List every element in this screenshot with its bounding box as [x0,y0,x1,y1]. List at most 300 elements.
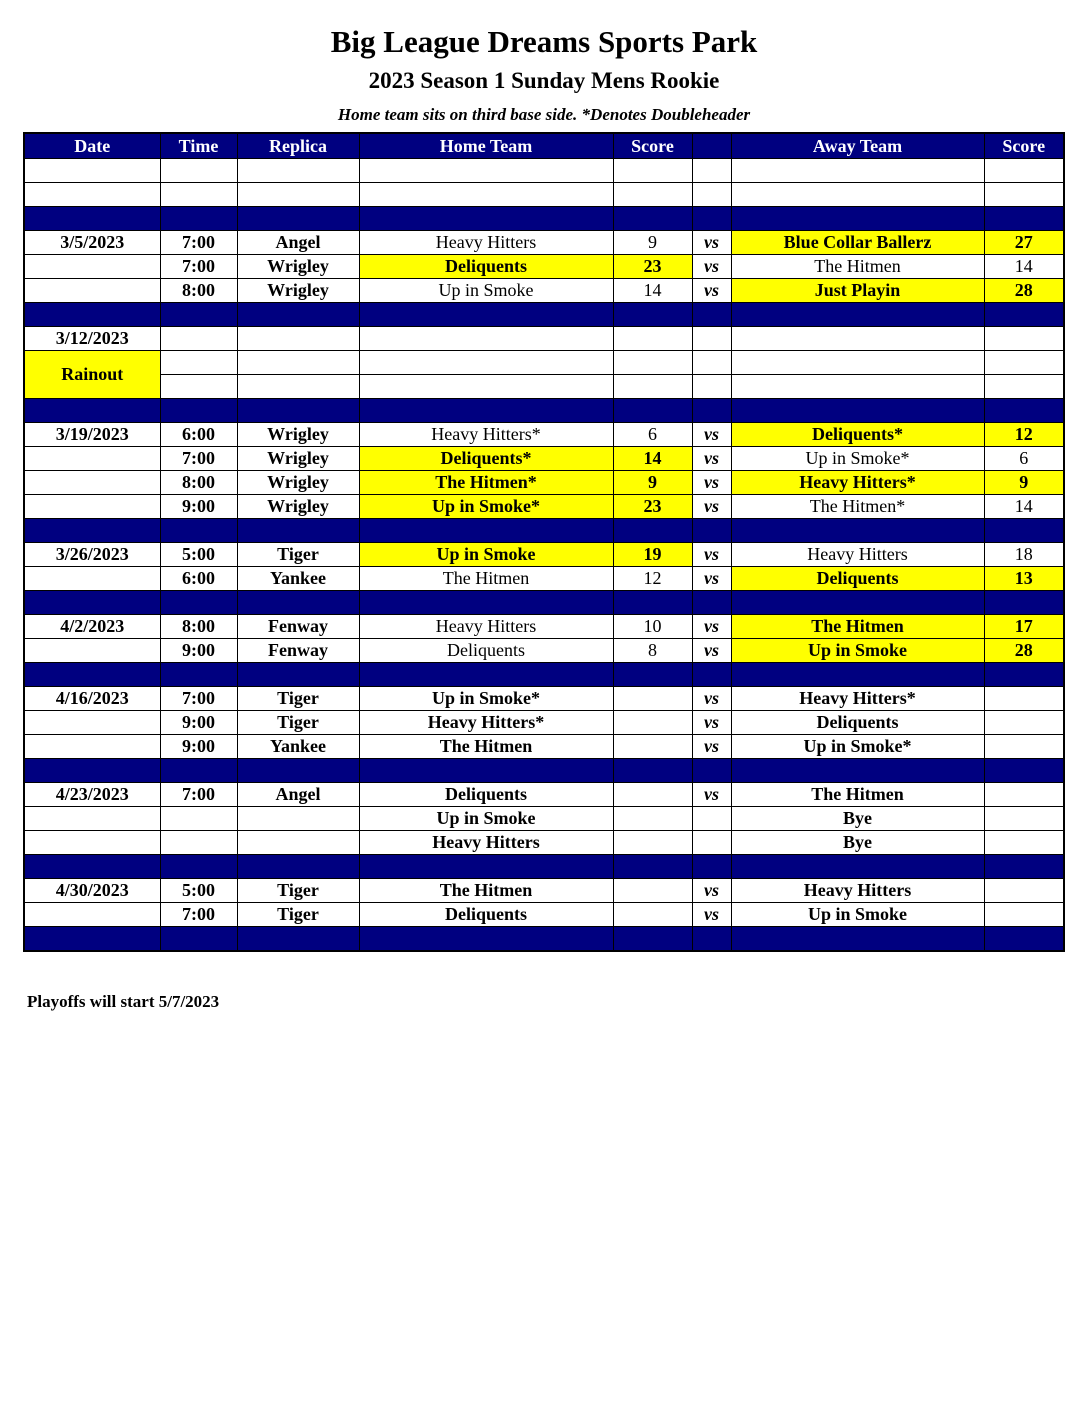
date-cell [24,735,160,759]
empty-cell [160,855,237,879]
vs-cell: vs [692,423,731,447]
date-cell [24,831,160,855]
empty-cell [359,591,613,615]
away-team-cell: Heavy Hitters* [731,687,984,711]
away-team-cell: The Hitmen* [731,495,984,519]
away-team-cell: Just Playin [731,279,984,303]
empty-cell [613,159,692,183]
away-team-cell: Up in Smoke [731,903,984,927]
home-team-cell: Heavy Hitters [359,615,613,639]
away-score-cell: 14 [984,495,1064,519]
empty-cell [24,927,160,952]
empty-cell [359,519,613,543]
playoffs-note: Playoffs will start 5/7/2023 [27,992,220,1011]
home-team-cell: Deliquents [359,255,613,279]
time-cell: 7:00 [160,231,237,255]
replica-cell: Wrigley [237,471,359,495]
empty-cell [160,399,237,423]
empty-cell [984,303,1064,327]
empty-cell [731,303,984,327]
replica-cell: Angel [237,783,359,807]
away-score-cell: 12 [984,423,1064,447]
away-team-cell: Bye [731,831,984,855]
empty-cell [984,207,1064,231]
empty-cell [24,519,160,543]
vs-cell: vs [692,471,731,495]
empty-cell [160,327,237,351]
home-score-cell: 23 [613,495,692,519]
time-cell [160,807,237,831]
col-home-team-header: Home Team [359,133,613,159]
time-cell: 7:00 [160,447,237,471]
empty-cell [692,399,731,423]
replica-cell: Wrigley [237,495,359,519]
empty-cell [24,663,160,687]
separator-row [24,519,1064,543]
schedule-note: Home team sits on third base side. *Denotes Doubleheader [337,105,751,124]
empty-cell [984,351,1064,375]
replica-cell: Yankee [237,567,359,591]
empty-cell [160,927,237,952]
empty-cell [160,759,237,783]
replica-cell: Tiger [237,543,359,567]
away-team-cell: Heavy Hitters* [731,471,984,495]
time-cell: 5:00 [160,543,237,567]
empty-cell [731,759,984,783]
rainout-label: Rainout [24,351,160,399]
empty-cell [692,591,731,615]
empty-cell [24,183,160,207]
game-row [24,471,1064,495]
empty-cell [731,207,984,231]
away-team-cell: Up in Smoke [731,639,984,663]
empty-cell [613,399,692,423]
empty-cell [984,663,1064,687]
empty-cell [24,399,160,423]
game-row [24,447,1064,471]
home-score-cell: 8 [613,639,692,663]
time-cell [160,831,237,855]
date-cell [24,567,160,591]
away-score-cell: 17 [984,615,1064,639]
empty-cell [613,759,692,783]
empty-cell [359,159,613,183]
empty-cell [24,303,160,327]
vs-cell: vs [692,735,731,759]
away-score-cell: 27 [984,231,1064,255]
empty-cell [24,855,160,879]
schedule-body [24,159,1064,952]
vs-cell: vs [692,543,731,567]
home-score-cell: 9 [613,471,692,495]
empty-cell [731,375,984,399]
replica-cell: Wrigley [237,447,359,471]
date-cell [24,255,160,279]
replica-cell: Wrigley [237,255,359,279]
game-row [24,255,1064,279]
empty-cell [731,591,984,615]
empty-cell [692,519,731,543]
away-team-cell: The Hitmen [731,783,984,807]
empty-cell [237,399,359,423]
empty-cell [984,327,1064,351]
date-cell: 4/16/2023 [24,687,160,711]
empty-cell [692,183,731,207]
separator-row [24,591,1064,615]
vs-cell [692,807,731,831]
time-cell: 6:00 [160,423,237,447]
game-row [24,711,1064,735]
empty-cell [160,207,237,231]
replica-cell: Yankee [237,735,359,759]
date-cell: 3/12/2023 [24,327,160,351]
replica-cell: Tiger [237,711,359,735]
away-score-cell [984,783,1064,807]
home-team-cell: Up in Smoke [359,279,613,303]
game-row [24,903,1064,927]
empty-cell [692,159,731,183]
empty-cell [984,159,1064,183]
game-row [24,687,1064,711]
vs-cell: vs [692,879,731,903]
home-score-cell [613,903,692,927]
empty-cell [731,519,984,543]
rainout-row [24,351,1064,375]
away-score-cell [984,807,1064,831]
vs-cell: vs [692,711,731,735]
separator-row [24,927,1064,952]
empty-cell [359,351,613,375]
col-replica-header: Replica [237,133,359,159]
empty-cell [984,375,1064,399]
empty-cell [359,855,613,879]
empty-cell [692,759,731,783]
separator-row [24,855,1064,879]
empty-cell [731,159,984,183]
date-cell: 4/30/2023 [24,879,160,903]
empty-cell [984,591,1064,615]
blank-row [24,183,1064,207]
empty-cell [160,159,237,183]
game-row [24,615,1064,639]
empty-cell [692,927,731,952]
away-score-cell: 6 [984,447,1064,471]
home-team-cell: Heavy Hitters [359,831,613,855]
date-cell [24,639,160,663]
empty-cell [613,927,692,952]
home-team-cell: Up in Smoke [359,807,613,831]
replica-cell: Fenway [237,639,359,663]
empty-cell [237,159,359,183]
time-cell: 7:00 [160,783,237,807]
home-score-cell [613,879,692,903]
away-score-cell: 18 [984,543,1064,567]
empty-cell [613,663,692,687]
home-score-cell [613,831,692,855]
away-score-cell [984,831,1064,855]
empty-cell [359,303,613,327]
empty-cell [731,663,984,687]
empty-cell [359,327,613,351]
date-cell: 4/2/2023 [24,615,160,639]
replica-cell: Tiger [237,879,359,903]
away-team-cell: The Hitmen [731,255,984,279]
home-team-cell: Heavy Hitters [359,231,613,255]
rainout-row [24,327,1064,351]
empty-cell [24,207,160,231]
empty-cell [24,591,160,615]
home-score-cell: 23 [613,255,692,279]
game-row [24,807,1064,831]
empty-cell [613,183,692,207]
page-subtitle: 2023 Season 1 Sunday Mens Rookie [368,68,720,93]
home-team-cell: Deliquents [359,783,613,807]
empty-cell [160,303,237,327]
game-row [24,783,1064,807]
header-row [24,133,1064,159]
away-team-cell: Bye [731,807,984,831]
empty-cell [160,375,237,399]
date-cell [24,807,160,831]
game-row [24,423,1064,447]
empty-cell [237,207,359,231]
separator-row [24,399,1064,423]
col-home-score-header: Score [613,133,692,159]
home-score-cell: 10 [613,615,692,639]
col-date-header: Date [24,133,160,159]
replica-cell: Fenway [237,615,359,639]
vs-cell: vs [692,255,731,279]
empty-cell [237,663,359,687]
home-score-cell: 14 [613,447,692,471]
game-row [24,567,1064,591]
home-score-cell: 12 [613,567,692,591]
home-team-cell: Up in Smoke* [359,495,613,519]
away-team-cell: Heavy Hitters [731,543,984,567]
empty-cell [24,759,160,783]
empty-cell [731,399,984,423]
empty-cell [160,183,237,207]
col-away-team-header: Away Team [731,133,984,159]
home-score-cell [613,687,692,711]
empty-cell [613,375,692,399]
date-cell: 3/19/2023 [24,423,160,447]
empty-cell [731,927,984,952]
empty-cell [692,351,731,375]
time-cell: 7:00 [160,687,237,711]
empty-cell [613,519,692,543]
away-team-cell: Up in Smoke* [731,447,984,471]
vs-cell: vs [692,567,731,591]
rainout-row [24,375,1064,399]
time-cell: 7:00 [160,255,237,279]
date-cell [24,495,160,519]
empty-cell [984,519,1064,543]
home-team-cell: Heavy Hitters* [359,711,613,735]
vs-cell: vs [692,615,731,639]
empty-cell [731,855,984,879]
home-team-cell: Up in Smoke [359,543,613,567]
vs-cell: vs [692,783,731,807]
blank-row [24,159,1064,183]
empty-cell [613,327,692,351]
date-cell [24,711,160,735]
empty-cell [731,327,984,351]
time-cell: 8:00 [160,615,237,639]
date-cell [24,471,160,495]
time-cell: 5:00 [160,879,237,903]
replica-cell: Wrigley [237,423,359,447]
empty-cell [237,927,359,952]
empty-cell [237,351,359,375]
vs-cell: vs [692,447,731,471]
game-row [24,831,1064,855]
home-score-cell: 14 [613,279,692,303]
away-score-cell: 14 [984,255,1064,279]
empty-cell [237,519,359,543]
replica-cell: Tiger [237,903,359,927]
game-row [24,495,1064,519]
empty-cell [613,855,692,879]
game-row [24,879,1064,903]
empty-cell [984,183,1064,207]
time-cell: 6:00 [160,567,237,591]
replica-cell: Tiger [237,687,359,711]
empty-cell [692,327,731,351]
time-cell: 9:00 [160,639,237,663]
empty-cell [359,183,613,207]
empty-cell [359,375,613,399]
home-team-cell: The Hitmen* [359,471,613,495]
time-cell: 9:00 [160,495,237,519]
empty-cell [160,519,237,543]
empty-cell [692,855,731,879]
empty-cell [359,759,613,783]
empty-cell [160,663,237,687]
replica-cell [237,831,359,855]
empty-cell [731,351,984,375]
empty-cell [692,207,731,231]
replica-cell: Wrigley [237,279,359,303]
home-score-cell: 19 [613,543,692,567]
replica-cell [237,807,359,831]
empty-cell [359,207,613,231]
home-team-cell: The Hitmen [359,567,613,591]
away-score-cell [984,687,1064,711]
away-score-cell [984,735,1064,759]
empty-cell [984,399,1064,423]
home-score-cell: 9 [613,231,692,255]
empty-cell [692,375,731,399]
replica-cell: Angel [237,231,359,255]
time-cell: 8:00 [160,471,237,495]
away-score-cell: 13 [984,567,1064,591]
time-cell: 8:00 [160,279,237,303]
separator-row [24,207,1064,231]
empty-cell [160,351,237,375]
home-team-cell: Heavy Hitters* [359,423,613,447]
home-team-cell: Up in Smoke* [359,687,613,711]
home-score-cell: 6 [613,423,692,447]
empty-cell [237,303,359,327]
away-score-cell [984,879,1064,903]
home-score-cell [613,711,692,735]
vs-cell: vs [692,639,731,663]
time-cell: 9:00 [160,735,237,759]
home-score-cell [613,735,692,759]
empty-cell [613,591,692,615]
vs-cell [692,831,731,855]
empty-cell [613,351,692,375]
empty-cell [359,663,613,687]
time-cell: 7:00 [160,903,237,927]
vs-cell: vs [692,687,731,711]
away-team-cell: Up in Smoke* [731,735,984,759]
away-score-cell [984,711,1064,735]
empty-cell [613,207,692,231]
empty-cell [237,855,359,879]
empty-cell [984,759,1064,783]
date-cell: 4/23/2023 [24,783,160,807]
separator-row [24,303,1064,327]
game-row [24,543,1064,567]
home-team-cell: Deliquents [359,639,613,663]
empty-cell [692,663,731,687]
away-team-cell: Heavy Hitters [731,879,984,903]
empty-cell [359,399,613,423]
vs-cell: vs [692,495,731,519]
away-score-cell: 28 [984,639,1064,663]
game-row [24,735,1064,759]
vs-cell: vs [692,903,731,927]
empty-cell [237,327,359,351]
schedule-table [23,132,1065,952]
game-row [24,639,1064,663]
away-score-cell: 28 [984,279,1064,303]
empty-cell [237,375,359,399]
empty-cell [359,927,613,952]
separator-row [24,663,1064,687]
home-score-cell [613,783,692,807]
date-cell [24,903,160,927]
away-team-cell: Deliquents* [731,423,984,447]
empty-cell [24,159,160,183]
page-title: Big League Dreams Sports Park [330,24,758,59]
empty-cell [237,183,359,207]
game-row [24,231,1064,255]
away-score-cell: 9 [984,471,1064,495]
col-away-score-header: Score [984,133,1064,159]
game-row [24,279,1064,303]
col-vs-header [692,133,731,159]
empty-cell [613,303,692,327]
away-score-cell [984,903,1064,927]
empty-cell [984,927,1064,952]
date-cell [24,279,160,303]
empty-cell [731,183,984,207]
away-team-cell: Deliquents [731,711,984,735]
date-cell [24,447,160,471]
empty-cell [237,591,359,615]
home-team-cell: Deliquents [359,903,613,927]
date-cell: 3/5/2023 [24,231,160,255]
vs-cell: vs [692,231,731,255]
home-team-cell: The Hitmen [359,735,613,759]
empty-cell [692,303,731,327]
home-team-cell: Deliquents* [359,447,613,471]
empty-cell [237,759,359,783]
away-team-cell: The Hitmen [731,615,984,639]
